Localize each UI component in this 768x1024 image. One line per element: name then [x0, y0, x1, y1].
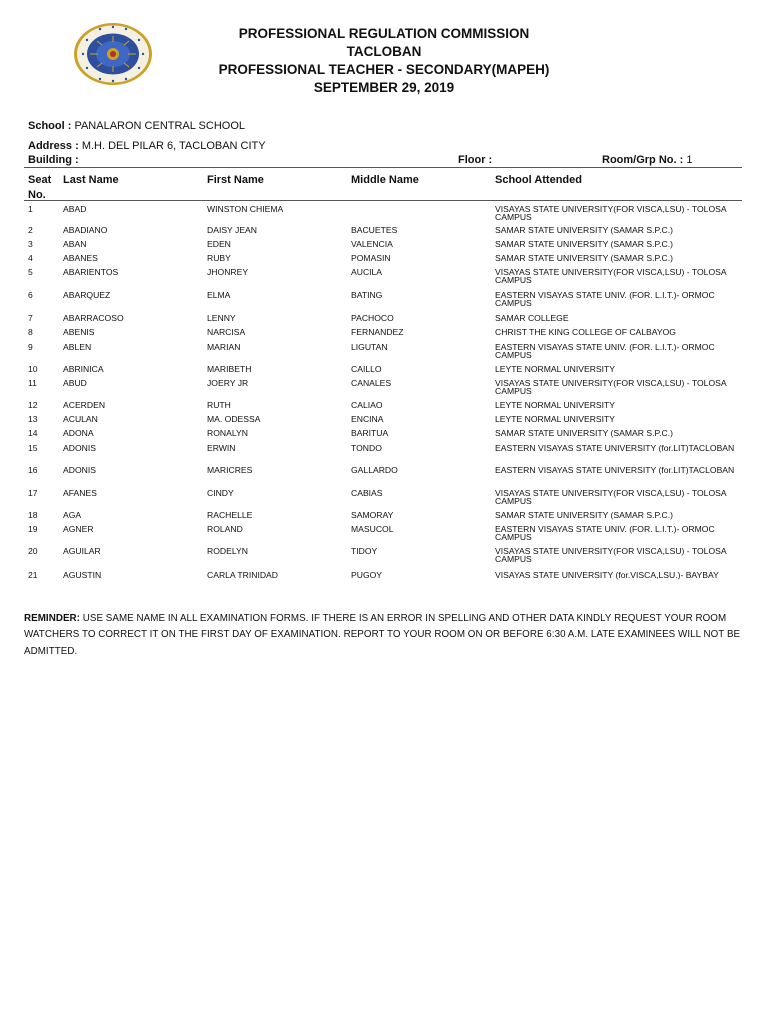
seat-number: 13	[28, 414, 38, 424]
floor-label: Floor :	[458, 154, 493, 166]
school-attended: SAMAR STATE UNIVERSITY (SAMAR S.P.C.)	[495, 239, 673, 249]
school-attended: SAMAR COLLEGE	[495, 313, 569, 323]
first-name: ERWIN	[207, 443, 236, 453]
room-info	[602, 154, 692, 166]
seat-number: 14	[28, 428, 38, 438]
last-name: ABARRACOSO	[63, 313, 124, 323]
school-attended: SAMAR STATE UNIVERSITY (SAMAR S.P.C.)	[495, 225, 673, 235]
first-name: CINDY	[207, 488, 234, 498]
first-name: NARCISA	[207, 327, 246, 337]
first-name: RONALYN	[207, 428, 248, 438]
middle-name: AUCILA	[351, 267, 383, 277]
middle-name: TIDOY	[351, 546, 378, 556]
middle-name: FERNANDEZ	[351, 327, 404, 337]
seat-number: 7	[28, 313, 33, 323]
seat-number: 3	[28, 239, 33, 249]
reminder-note	[24, 611, 744, 660]
col-seat: Seat	[28, 174, 52, 186]
first-name: WINSTON CHIEMA	[207, 204, 284, 214]
last-name: AFANES	[63, 488, 97, 498]
first-name: DAISY JEAN	[207, 225, 257, 235]
school-attended: LEYTE NORMAL UNIVERSITY	[495, 364, 616, 374]
last-name: ABRINICA	[63, 364, 104, 374]
last-name: AGA	[63, 510, 82, 520]
middle-name: BARITUA	[351, 428, 389, 438]
last-name: AGNER	[63, 524, 94, 534]
header-divider	[24, 167, 742, 168]
first-name: EDEN	[207, 239, 231, 249]
middle-name: CAILLO	[351, 364, 382, 374]
school-attended: EASTERN VISAYAS STATE UNIVERSITY (for.LIT)TACLOBAN	[495, 443, 735, 453]
school-attended: EASTERN VISAYAS STATE UNIV. (FOR. L.I.T.)- ORMOC CAMPUS	[495, 524, 715, 543]
first-name: RUBY	[207, 253, 231, 263]
seat-number: 12	[28, 400, 38, 410]
school-info	[28, 120, 245, 132]
school-value: PANALARON CENTRAL SCHOOL	[74, 120, 245, 132]
seat-number: 10	[28, 364, 38, 374]
seat-number: 6	[28, 290, 33, 300]
seat-number: 20	[28, 546, 38, 556]
first-name: MA. ODESSA	[207, 414, 261, 424]
last-name: ABADIANO	[63, 225, 108, 235]
col-school-attended: School Attended	[495, 174, 582, 186]
first-name: JOERY JR	[207, 378, 249, 388]
school-attended: VISAYAS STATE UNIVERSITY(FOR VISCA,LSU) - TOLOSA CAMPUS	[495, 267, 727, 286]
school-attended: SAMAR STATE UNIVERSITY (SAMAR S.P.C.)	[495, 253, 673, 263]
last-name: AGUILAR	[63, 546, 101, 556]
col-last-name: Last Name	[63, 174, 119, 186]
seat-number: 9	[28, 342, 33, 352]
first-name: ELMA	[207, 290, 231, 300]
seat-number: 1	[28, 204, 33, 214]
address-label: Address :	[28, 140, 79, 152]
reminder-text: USE SAME NAME IN ALL EXAMINATION FORMS. IF THERE IS AN ERROR IN SPELLING AND OTHER DATA KINDLY REQUEST YOUR ROOM WATCHERS TO CORRECT IT ON THE FIRST DAY OF EXAMINATION. REPORT TO YOUR ROOM ON OR BEFORE 6:30 A.M. LATE EXAMINEES WILL NOT BE ADMITTED.	[24, 613, 741, 657]
school-attended: LEYTE NORMAL UNIVERSITY	[495, 400, 616, 410]
last-name: ABARIENTOS	[63, 267, 119, 277]
middle-name: PUGOY	[351, 570, 383, 580]
last-name: ABLEN	[63, 342, 92, 352]
last-name: ABANES	[63, 253, 98, 263]
last-name: ABENIS	[63, 327, 95, 337]
middle-name: ENCINA	[351, 414, 384, 424]
middle-name: VALENCIA	[351, 239, 393, 249]
first-name: RACHELLE	[207, 510, 253, 520]
last-name: ABAD	[63, 204, 87, 214]
school-attended: SAMAR STATE UNIVERSITY (SAMAR S.P.C.)	[495, 510, 673, 520]
last-name: ABUD	[63, 378, 87, 388]
last-name: ADONIS	[63, 443, 96, 453]
room-value: 1	[686, 154, 693, 166]
school-attended: EASTERN VISAYAS STATE UNIV. (FOR. L.I.T.)- ORMOC CAMPUS	[495, 290, 715, 309]
middle-name: BATING	[351, 290, 383, 300]
school-attended: LEYTE NORMAL UNIVERSITY	[495, 414, 616, 424]
building-label: Building :	[28, 154, 79, 166]
first-name: ROLAND	[207, 524, 243, 534]
last-name: ADONA	[63, 428, 94, 438]
last-name: ACULAN	[63, 414, 98, 424]
header-commission: PROFESSIONAL REGULATION COMMISSION	[238, 26, 530, 41]
school-attended: CHRIST THE KING COLLEGE OF CALBAYOG	[495, 327, 676, 337]
first-name: CARLA TRINIDAD	[207, 570, 278, 580]
first-name: MARIAN	[207, 342, 241, 352]
middle-name: SAMORAY	[351, 510, 394, 520]
seat-number: 4	[28, 253, 33, 263]
room-label: Room/Grp No. :	[602, 154, 684, 166]
col-middle-name: Middle Name	[351, 174, 419, 186]
seat-number: 5	[28, 267, 33, 277]
middle-name: GALLARDO	[351, 465, 398, 475]
middle-name: CABIAS	[351, 488, 383, 498]
last-name: ACERDEN	[63, 400, 106, 410]
first-name: RODELYN	[207, 546, 248, 556]
reminder-label: REMINDER:	[24, 613, 80, 624]
school-attended: EASTERN VISAYAS STATE UNIVERSITY (for.LIT)TACLOBAN	[495, 465, 735, 475]
middle-name: CALIAO	[351, 400, 383, 410]
header-city: TACLOBAN	[346, 44, 422, 59]
school-attended: VISAYAS STATE UNIVERSITY(FOR VISCA,LSU) - TOLOSA CAMPUS	[495, 204, 727, 223]
last-name: AGUSTIN	[63, 570, 102, 580]
seat-number: 11	[28, 378, 37, 388]
first-name: JHONREY	[207, 267, 249, 277]
seat-number: 15	[28, 443, 38, 453]
school-label: School :	[28, 120, 72, 132]
middle-name: POMASIN	[351, 253, 391, 263]
middle-name: TONDO	[351, 443, 382, 453]
seat-number: 2	[28, 225, 33, 235]
header-date: SEPTEMBER 29, 2019	[313, 80, 455, 95]
middle-name: CANALES	[351, 378, 392, 388]
first-name: LENNY	[207, 313, 236, 323]
address-info	[28, 140, 266, 152]
address-value: M.H. DEL PILAR 6, TACLOBAN CITY	[81, 140, 266, 152]
first-name: MARICRES	[207, 465, 253, 475]
seat-number: 21	[28, 570, 38, 580]
columns-divider	[24, 200, 742, 201]
school-attended: EASTERN VISAYAS STATE UNIV. (FOR. L.I.T.)- ORMOC CAMPUS	[495, 342, 715, 361]
school-attended: VISAYAS STATE UNIVERSITY(FOR VISCA,LSU) - TOLOSA CAMPUS	[495, 378, 727, 397]
col-seat-no: No.	[28, 189, 46, 201]
first-name: MARIBETH	[207, 364, 252, 374]
middle-name: LIGUTAN	[351, 342, 388, 352]
middle-name: PACHOCO	[351, 313, 394, 323]
seat-number: 18	[28, 510, 38, 520]
seat-number: 19	[28, 524, 38, 534]
seat-number: 16	[28, 465, 38, 475]
school-attended: VISAYAS STATE UNIVERSITY(FOR VISCA,LSU) - TOLOSA CAMPUS	[495, 546, 727, 565]
last-name: ABAN	[63, 239, 87, 249]
school-attended: VISAYAS STATE UNIVERSITY(FOR VISCA,LSU) - TOLOSA CAMPUS	[495, 488, 727, 507]
floor-info	[458, 154, 492, 166]
last-name: ABARQUEZ	[63, 290, 111, 300]
header-exam: PROFESSIONAL TEACHER - SECONDARY(MAPEH)	[218, 62, 550, 77]
first-name: RUTH	[207, 400, 231, 410]
school-attended: SAMAR STATE UNIVERSITY (SAMAR S.P.C.)	[495, 428, 673, 438]
seat-number: 8	[28, 327, 33, 337]
building-info	[28, 154, 79, 166]
seat-number: 17	[28, 488, 38, 498]
col-first-name: First Name	[207, 174, 264, 186]
last-name: ADONIS	[63, 465, 96, 475]
middle-name: MASUCOL	[351, 524, 394, 534]
school-attended: VISAYAS STATE UNIVERSITY (for.VISCA,LSU.)- BAYBAY	[495, 570, 719, 580]
middle-name: BACUETES	[351, 225, 398, 235]
